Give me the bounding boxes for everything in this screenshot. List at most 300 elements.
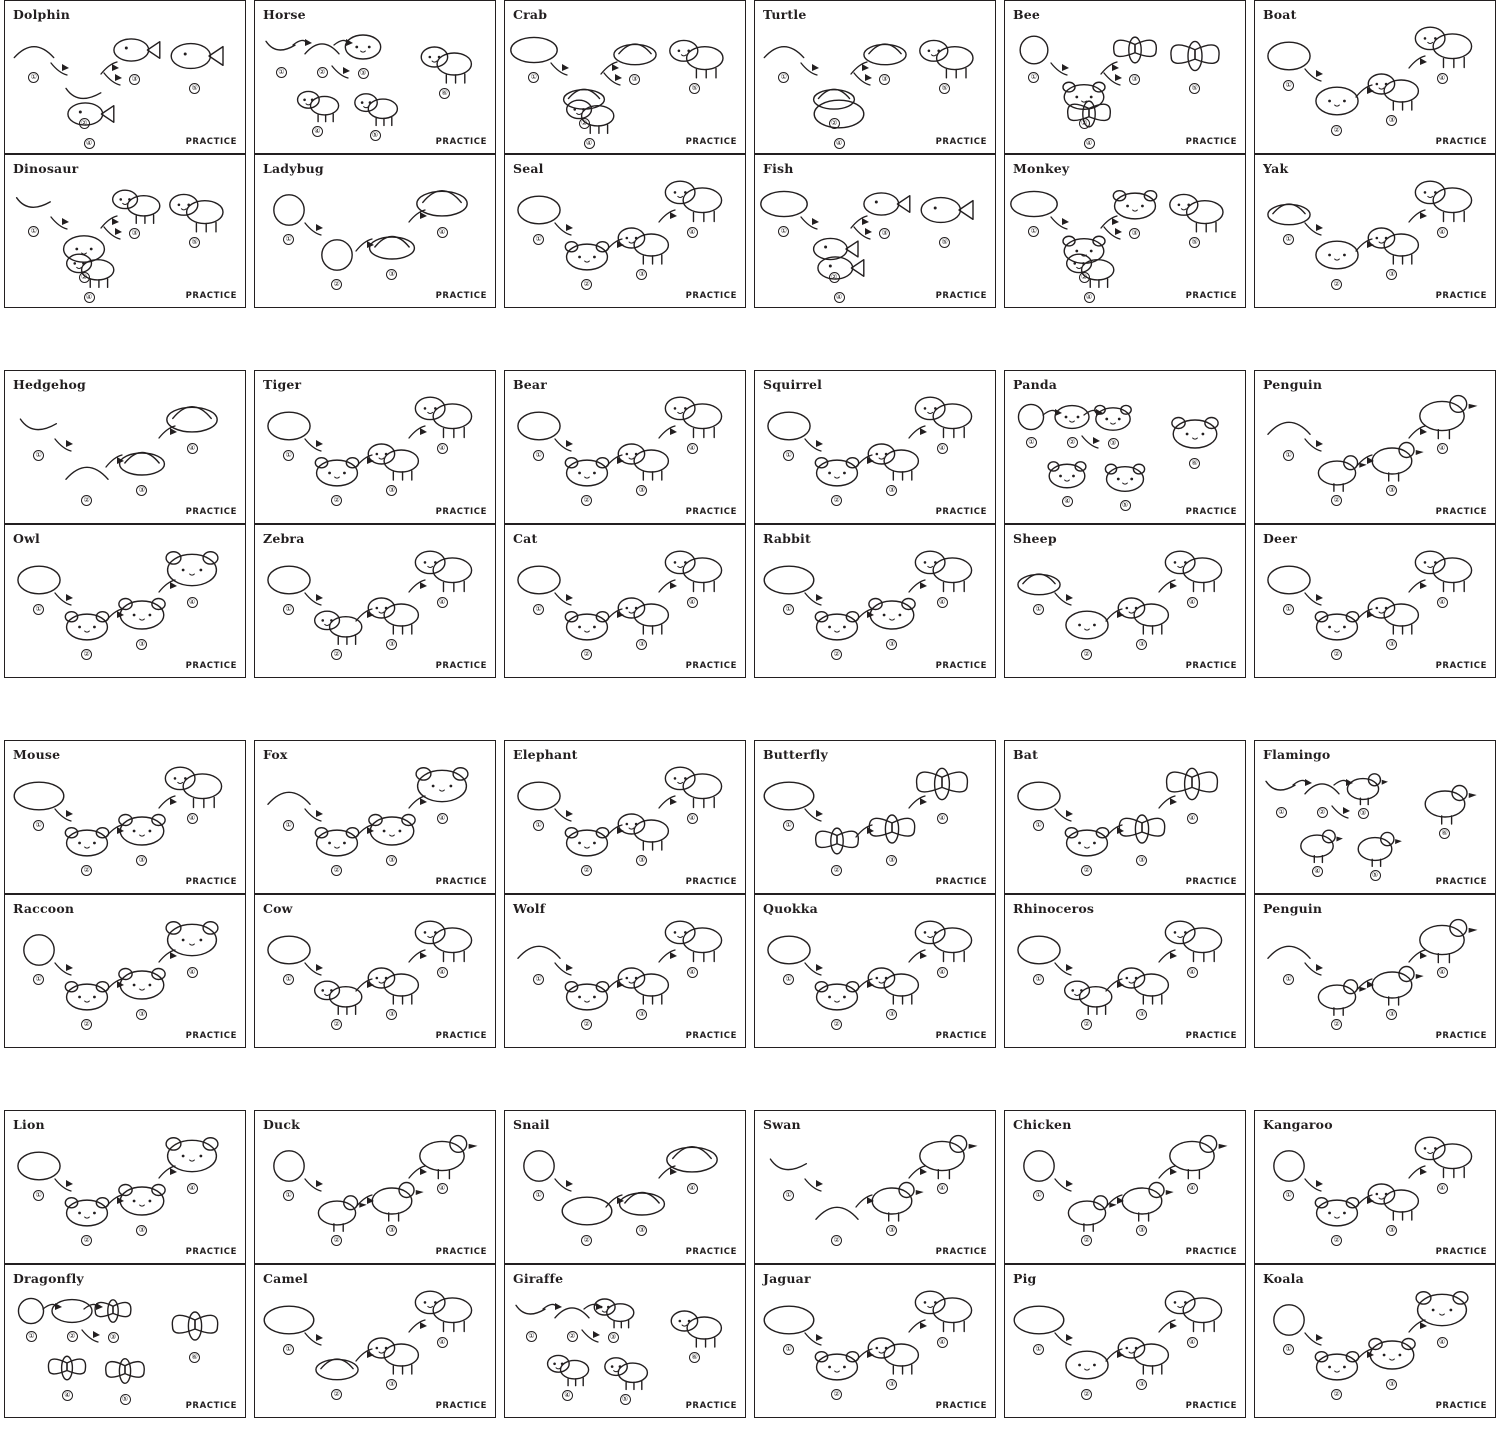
- step-number: ②: [831, 1019, 842, 1030]
- steps-container: [505, 155, 745, 307]
- card-title: Boat: [1263, 7, 1297, 22]
- step-number: ③: [1136, 639, 1147, 650]
- step-number: ②: [1331, 279, 1342, 290]
- practice-label: PRACTICE: [1435, 1247, 1487, 1257]
- drawing-card-zebra: [254, 524, 496, 678]
- step-number: ①: [283, 450, 294, 461]
- step-number: ①: [783, 974, 794, 985]
- step-number: ④: [437, 227, 448, 238]
- step-6: [662, 1301, 728, 1363]
- step-4: [155, 540, 229, 608]
- step-4: [1405, 170, 1479, 238]
- practice-label: PRACTICE: [435, 291, 487, 301]
- step-number: ②: [81, 865, 92, 876]
- card-title: Dragonfly: [13, 1271, 84, 1286]
- practice-label: PRACTICE: [685, 661, 737, 671]
- drawing-card-monkey: [1004, 154, 1246, 308]
- flow-arrow: [1302, 1330, 1324, 1348]
- card-band-2: [0, 370, 1500, 678]
- step-number: ④: [1437, 967, 1448, 978]
- step-drawing: [290, 83, 344, 125]
- step-4: [1290, 823, 1344, 877]
- step-drawing: [808, 91, 870, 137]
- card-column-1: [0, 740, 250, 1048]
- step-number: ①: [28, 226, 39, 237]
- step-number: ②: [581, 1235, 592, 1246]
- flow-arrow: [103, 453, 125, 471]
- steps-container: [505, 1, 745, 153]
- step-number: ②: [831, 865, 842, 876]
- flow-arrow: [1156, 1318, 1178, 1336]
- practice-label: PRACTICE: [1185, 1401, 1237, 1411]
- card-title: Jaguar: [763, 1271, 811, 1286]
- card-title: Quokka: [763, 901, 818, 916]
- card-title: Swan: [763, 1117, 801, 1132]
- step-number: ③: [636, 855, 647, 866]
- step-number: ③: [886, 1009, 897, 1020]
- steps-container: [1005, 1, 1245, 153]
- steps-container: [1255, 741, 1495, 893]
- drawing-card-crab: [504, 0, 746, 154]
- practice-label: PRACTICE: [1435, 507, 1487, 517]
- flow-arrow: [1101, 70, 1123, 88]
- step-4: [655, 386, 729, 454]
- drawing-card-flamingo: [1254, 740, 1496, 894]
- practice-label: PRACTICE: [1185, 877, 1237, 887]
- flow-arrow: [1302, 436, 1324, 454]
- step-drawing: [162, 1301, 228, 1351]
- flow-arrow: [302, 220, 324, 238]
- step-drawing: [412, 37, 478, 87]
- step-5: [910, 184, 980, 248]
- step-4: [405, 540, 479, 608]
- flow-arrow: [851, 70, 873, 88]
- step-4: [405, 756, 479, 824]
- flow-arrow: [1082, 405, 1104, 423]
- drawing-card-tiger: [254, 370, 496, 524]
- steps-container: [505, 895, 745, 1047]
- drawing-card-bear: [504, 370, 746, 524]
- drawing-card-rhinoceros: [1004, 894, 1246, 1048]
- step-number: ④: [187, 597, 198, 608]
- steps-container: [255, 155, 495, 307]
- flow-arrow: [353, 977, 375, 995]
- step-4: [1405, 16, 1479, 84]
- step-4: [1058, 91, 1120, 149]
- practice-label: PRACTICE: [185, 1401, 237, 1411]
- flow-arrow: [1048, 60, 1070, 78]
- step-drawing: [1347, 825, 1403, 869]
- step-number: ⑥: [1439, 828, 1450, 839]
- step-drawing: [58, 245, 120, 291]
- flow-arrow: [603, 237, 625, 255]
- flow-arrow: [302, 1330, 324, 1348]
- steps-container: [5, 371, 245, 523]
- step-number: ②: [1317, 807, 1328, 818]
- steps-container: [5, 1265, 245, 1417]
- step-number: ③: [886, 855, 897, 866]
- step-number: ④: [1187, 597, 1198, 608]
- flow-arrow: [302, 436, 324, 454]
- steps-container: [5, 741, 245, 893]
- step-4: [905, 540, 979, 608]
- card-title: Bear: [513, 377, 548, 392]
- step-4: [558, 91, 620, 149]
- card-title: Bee: [1013, 7, 1041, 22]
- step-number: ③: [386, 639, 397, 650]
- step-number: ④: [437, 967, 448, 978]
- step-4: [1155, 756, 1229, 824]
- step-number: ②: [581, 1019, 592, 1030]
- flow-arrow: [406, 1318, 428, 1336]
- step-number: ②: [829, 272, 840, 283]
- step-number: ①: [533, 974, 544, 985]
- step-number: ④: [437, 813, 448, 824]
- practice-label: PRACTICE: [1435, 661, 1487, 671]
- step-number: ②: [581, 649, 592, 660]
- practice-label: PRACTICE: [935, 1031, 987, 1041]
- step-4: [155, 386, 229, 454]
- flow-arrow: [906, 1318, 928, 1336]
- card-column-6: [1250, 1110, 1500, 1418]
- step-number: ③: [1136, 1379, 1147, 1390]
- step-drawing: [1160, 184, 1230, 236]
- flow-arrow: [603, 453, 625, 471]
- step-number: ⑤: [1189, 237, 1200, 248]
- step-4: [1058, 245, 1120, 303]
- practice-label: PRACTICE: [1185, 1031, 1237, 1041]
- card-column-5: [1000, 370, 1250, 678]
- card-title: Wolf: [513, 901, 546, 916]
- flow-arrow: [853, 1347, 875, 1365]
- step-number: ③: [636, 269, 647, 280]
- step-4: [1405, 540, 1479, 608]
- steps-container: [1255, 895, 1495, 1047]
- step-number: ③: [636, 1225, 647, 1236]
- step-5: [910, 30, 980, 94]
- step-number: ①: [26, 1331, 37, 1342]
- card-title: Zebra: [263, 531, 305, 546]
- card-title: Penguin: [1263, 901, 1323, 916]
- step-4: [655, 910, 729, 978]
- step-number: ②: [317, 67, 328, 78]
- step-4: [155, 910, 229, 978]
- flow-arrow: [302, 806, 324, 824]
- flow-arrow: [156, 424, 178, 442]
- steps-container: [755, 1111, 995, 1263]
- card-title: Hedgehog: [13, 377, 86, 392]
- flow-arrow: [1052, 1330, 1074, 1348]
- flow-arrow: [1048, 214, 1070, 232]
- step-number: ①: [1283, 80, 1294, 91]
- step-number: ⑤: [189, 237, 200, 248]
- step-5: [347, 85, 403, 141]
- card-column-5: [1000, 0, 1250, 308]
- drawing-card-swan: [754, 1110, 996, 1264]
- flow-arrow: [603, 1193, 625, 1211]
- step-4: [1405, 386, 1479, 454]
- step-4: [405, 1126, 479, 1194]
- steps-container: [5, 1111, 245, 1263]
- practice-label: PRACTICE: [1185, 507, 1237, 517]
- step-number: ①: [33, 604, 44, 615]
- step-drawing: [97, 1349, 153, 1393]
- step-number: ②: [581, 865, 592, 876]
- step-number: ①: [783, 1344, 794, 1355]
- flow-arrow: [853, 823, 875, 841]
- drawing-card-cow: [254, 894, 496, 1048]
- card-title: Fish: [763, 161, 794, 176]
- step-number: ④: [1437, 73, 1448, 84]
- flow-arrow: [1291, 775, 1313, 793]
- flow-arrow: [552, 960, 574, 978]
- card-column-4: [750, 740, 1000, 1048]
- drawing-card-koala: [1254, 1264, 1496, 1418]
- practice-label: PRACTICE: [935, 661, 987, 671]
- step-number: ④: [1187, 813, 1198, 824]
- flow-arrow: [332, 35, 354, 53]
- step-5: [160, 184, 230, 248]
- step-number: ①: [1033, 1344, 1044, 1355]
- step-number: ③: [886, 485, 897, 496]
- step-5: [1097, 455, 1153, 511]
- flow-arrow: [802, 960, 824, 978]
- step-number: ①: [533, 604, 544, 615]
- drawing-card-seal: [504, 154, 746, 308]
- step-number: ④: [562, 1390, 573, 1401]
- steps-container: [755, 371, 995, 523]
- step-number: ②: [1331, 649, 1342, 660]
- card-title: Horse: [263, 7, 306, 22]
- flow-arrow: [853, 977, 875, 995]
- drawing-card-yak: [1254, 154, 1496, 308]
- flow-arrow: [302, 590, 324, 608]
- steps-container: [755, 741, 995, 893]
- drawing-card-penguin: [1254, 370, 1496, 524]
- step-number: ①: [778, 72, 789, 83]
- step-number: ④: [834, 138, 845, 149]
- step-number: ④: [1187, 1183, 1198, 1194]
- step-4: [1155, 1280, 1229, 1348]
- card-title: Giraffe: [513, 1271, 564, 1286]
- card-title: Rabbit: [763, 531, 811, 546]
- steps-container: [255, 1, 495, 153]
- flow-arrow: [802, 806, 824, 824]
- card-band-3: [0, 740, 1500, 1048]
- steps-container: [1255, 155, 1495, 307]
- flow-arrow: [1052, 1176, 1074, 1194]
- step-4: [905, 1280, 979, 1348]
- drawing-card-raccoon: [4, 894, 246, 1048]
- step-number: ③: [108, 1332, 119, 1343]
- card-title: Rhinoceros: [1013, 901, 1095, 916]
- steps-container: [505, 1265, 745, 1417]
- step-number: ⑤: [1189, 83, 1200, 94]
- steps-container: [1005, 1265, 1245, 1417]
- steps-container: [1005, 1111, 1245, 1263]
- step-4: [58, 245, 120, 303]
- steps-container: [5, 1, 245, 153]
- step-number: ②: [81, 649, 92, 660]
- step-4: [405, 1280, 479, 1348]
- step-number: ②: [831, 649, 842, 660]
- step-drawing: [1058, 245, 1120, 291]
- card-title: Kangaroo: [1263, 1117, 1333, 1132]
- flow-arrow: [1156, 578, 1178, 596]
- step-number: ②: [1331, 1235, 1342, 1246]
- step-number: ④: [1084, 138, 1095, 149]
- steps-container: [505, 525, 745, 677]
- step-number: ①: [533, 820, 544, 831]
- step-number: ④: [187, 967, 198, 978]
- step-number: ④: [687, 967, 698, 978]
- steps-container: [255, 1111, 495, 1263]
- flow-arrow: [906, 424, 928, 442]
- flow-arrow: [1103, 1347, 1125, 1365]
- step-number: ①: [778, 226, 789, 237]
- flow-arrow: [406, 1164, 428, 1182]
- practice-label: PRACTICE: [1185, 137, 1237, 147]
- card-title: Bat: [1013, 747, 1039, 762]
- step-number: ②: [1331, 1389, 1342, 1400]
- practice-label: PRACTICE: [935, 137, 987, 147]
- drawing-card-pig: [1004, 1264, 1246, 1418]
- card-title: Elephant: [513, 747, 578, 762]
- step-drawing: [160, 30, 230, 82]
- card-column-2: [250, 370, 500, 678]
- card-title: Duck: [263, 1117, 300, 1132]
- practice-label: PRACTICE: [1185, 661, 1237, 671]
- card-column-3: [500, 740, 750, 1048]
- card-title: Lion: [13, 1117, 45, 1132]
- card-title: Owl: [13, 531, 40, 546]
- step-5: [660, 30, 730, 94]
- flow-arrow: [656, 208, 678, 226]
- step-number: ①: [1033, 604, 1044, 615]
- step-number: ①: [783, 820, 794, 831]
- step-number: ①: [528, 72, 539, 83]
- flow-arrow: [103, 977, 125, 995]
- flow-arrow: [601, 70, 623, 88]
- step-number: ④: [1437, 1183, 1448, 1194]
- flow-arrow: [1103, 607, 1125, 625]
- practice-label: PRACTICE: [935, 507, 987, 517]
- practice-label: PRACTICE: [1435, 291, 1487, 301]
- flow-arrow: [353, 1347, 375, 1365]
- flow-arrow: [353, 607, 375, 625]
- step-number: ①: [1033, 820, 1044, 831]
- flow-arrow: [1406, 208, 1428, 226]
- flow-arrow: [353, 823, 375, 841]
- step-5: [160, 30, 230, 94]
- flow-arrow: [798, 60, 820, 78]
- step-number: ④: [437, 1337, 448, 1348]
- step-4: [655, 1126, 729, 1194]
- step-number: ①: [33, 450, 44, 461]
- drawing-card-jaguar: [754, 1264, 996, 1418]
- step-number: ①: [28, 72, 39, 83]
- step-4: [1155, 910, 1229, 978]
- step-4: [58, 91, 120, 149]
- steps-container: [1255, 1, 1495, 153]
- practice-label: PRACTICE: [435, 137, 487, 147]
- practice-label: PRACTICE: [435, 661, 487, 671]
- flow-arrow: [52, 960, 74, 978]
- flow-arrow: [82, 1299, 104, 1317]
- step-number: ②: [1079, 272, 1090, 283]
- step-number: ③: [886, 1379, 897, 1390]
- practice-label: PRACTICE: [1435, 137, 1487, 147]
- step-number: ④: [937, 1337, 948, 1348]
- step-number: ①: [283, 1190, 294, 1201]
- flow-arrow: [291, 35, 313, 53]
- step-number: ①: [783, 604, 794, 615]
- drawing-card-bee: [1004, 0, 1246, 154]
- step-number: ④: [84, 292, 95, 303]
- card-column-3: [500, 0, 750, 308]
- card-column-2: [250, 1110, 500, 1418]
- step-number: ⑤: [689, 83, 700, 94]
- flow-arrow: [552, 806, 574, 824]
- step-number: ⑥: [439, 88, 450, 99]
- step-4: [808, 245, 870, 303]
- step-4: [905, 1126, 979, 1194]
- step-number: ③: [386, 1225, 397, 1236]
- card-title: Cow: [263, 901, 293, 916]
- step-number: ②: [1331, 495, 1342, 506]
- step-drawing: [662, 1301, 728, 1351]
- step-number: ③: [636, 1009, 647, 1020]
- step-drawing: [540, 1347, 594, 1389]
- step-number: ②: [579, 118, 590, 129]
- step-number: ①: [1283, 450, 1294, 461]
- flow-arrow: [853, 607, 875, 625]
- drawing-card-deer: [1254, 524, 1496, 678]
- step-number: ③: [636, 639, 647, 650]
- drawing-card-penguin: [1254, 894, 1496, 1048]
- flow-arrow: [1353, 1347, 1375, 1365]
- step-drawing: [160, 184, 230, 236]
- flow-arrow: [552, 436, 574, 454]
- step-number: ⑤: [939, 83, 950, 94]
- step-number: ①: [1276, 807, 1287, 818]
- drawing-card-lion: [4, 1110, 246, 1264]
- step-number: ②: [1081, 1389, 1092, 1400]
- flow-arrow: [406, 948, 428, 966]
- step-number: ③: [386, 269, 397, 280]
- card-title: Deer: [1263, 531, 1298, 546]
- steps-container: [1255, 371, 1495, 523]
- flow-arrow: [1103, 1193, 1125, 1211]
- card-column-1: [0, 0, 250, 308]
- flow-arrow: [156, 794, 178, 812]
- step-number: ④: [687, 227, 698, 238]
- flow-arrow: [552, 590, 574, 608]
- steps-container: [755, 1, 995, 153]
- step-number: ④: [584, 138, 595, 149]
- drawing-card-sheep: [1004, 524, 1246, 678]
- card-column-5: [1000, 1110, 1250, 1418]
- drawing-card-dolphin: [4, 0, 246, 154]
- step-4: [905, 386, 979, 454]
- flow-arrow: [1406, 424, 1428, 442]
- card-title: Crab: [513, 7, 548, 22]
- step-number: ②: [1081, 1235, 1092, 1246]
- practice-label: PRACTICE: [685, 877, 737, 887]
- step-number: ①: [33, 974, 44, 985]
- flow-arrow: [541, 1299, 563, 1317]
- flow-arrow: [906, 794, 928, 812]
